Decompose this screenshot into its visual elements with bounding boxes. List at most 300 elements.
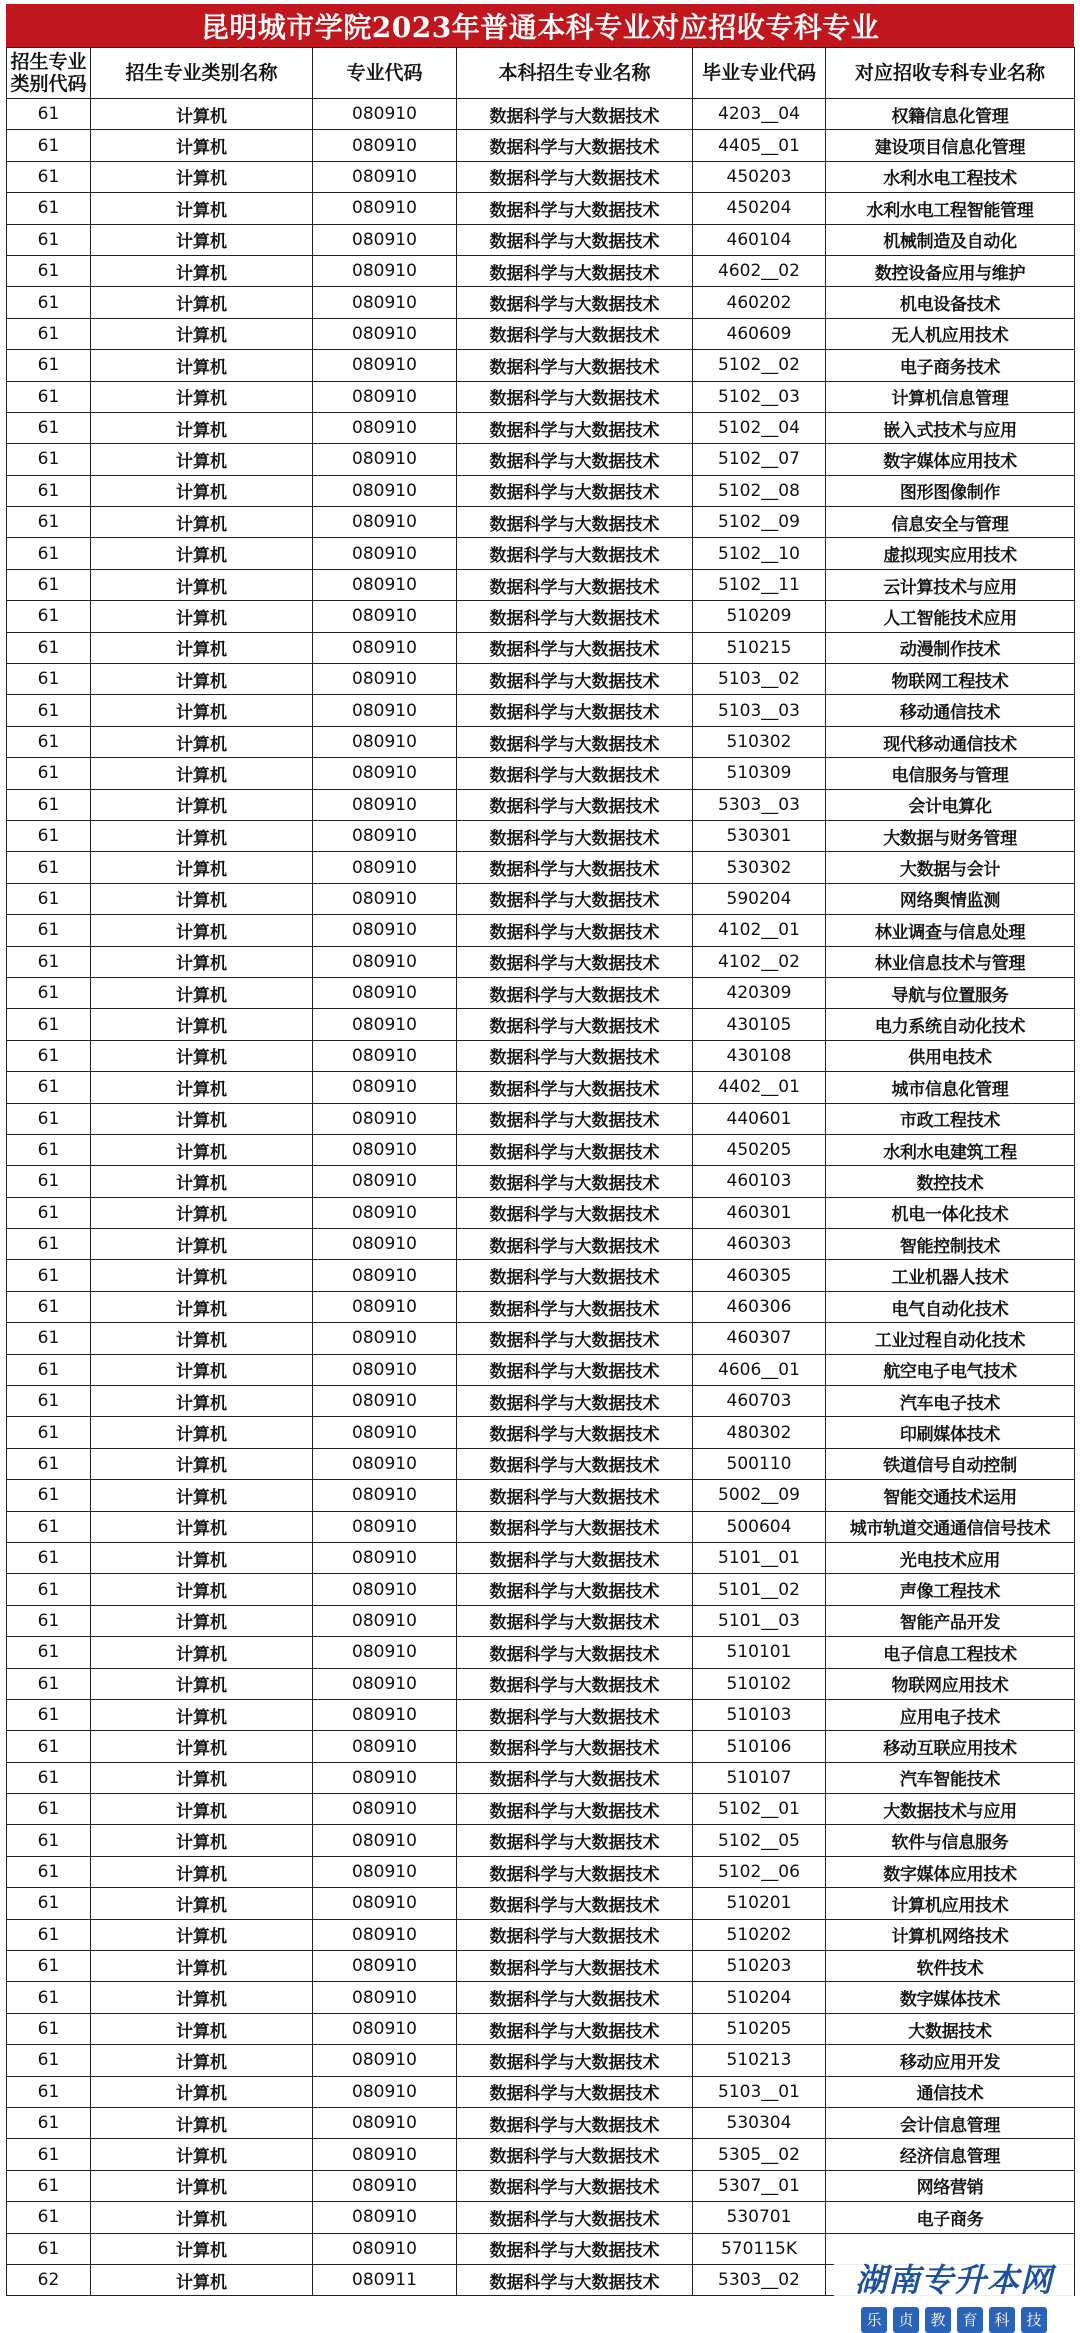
cell-category-code: 61 — [7, 2202, 91, 2233]
table-row — [7, 1888, 1075, 1919]
cell-grad-code: 460306 — [693, 1291, 826, 1322]
cell-major-name: 数据科学与大数据技术 — [457, 2233, 693, 2264]
cell-category-name: 计算机 — [91, 2045, 313, 2076]
cell-grad-code: 5102__11 — [693, 569, 826, 600]
cell-category-name: 计算机 — [91, 1134, 313, 1165]
cell-grad-code: 5103__03 — [693, 695, 826, 726]
cell-category-code: 61 — [7, 1103, 91, 1134]
cell-grad-code: 4102__01 — [693, 915, 826, 946]
table-row — [7, 1040, 1075, 1071]
cell-major-name: 数据科学与大数据技术 — [457, 632, 693, 663]
cell-major-name: 数据科学与大数据技术 — [457, 1919, 693, 1950]
cell-major-name: 数据科学与大数据技术 — [457, 2264, 693, 2295]
cell-major-name: 数据科学与大数据技术 — [457, 2170, 693, 2201]
table-row — [7, 1386, 1075, 1417]
cell-grad-code: 5102__06 — [693, 1856, 826, 1887]
cell-category-code: 61 — [7, 1354, 91, 1385]
cell-category-code: 61 — [7, 507, 91, 538]
cell-college-major: 导航与位置服务 — [826, 977, 1075, 1008]
cell-college-major: 软件与信息服务 — [826, 1825, 1075, 1856]
table-row — [7, 2139, 1075, 2170]
cell-category-code: 61 — [7, 444, 91, 475]
cell-major-name: 数据科学与大数据技术 — [457, 1574, 693, 1605]
cell-category-name: 计算机 — [91, 2264, 313, 2295]
table-row — [7, 287, 1075, 318]
cell-college-major: 计算机信息管理 — [826, 381, 1075, 412]
cell-college-major: 机电设备技术 — [826, 287, 1075, 318]
cell-category-code: 61 — [7, 193, 91, 224]
cell-major-code: 080910 — [313, 1731, 457, 1762]
cell-category-name: 计算机 — [91, 1762, 313, 1793]
cell-college-major: 林业调查与信息处理 — [826, 915, 1075, 946]
cell-major-name: 数据科学与大数据技术 — [457, 820, 693, 851]
cell-major-name: 数据科学与大数据技术 — [457, 1888, 693, 1919]
cell-category-code: 61 — [7, 412, 91, 443]
cell-college-major: 大数据技术 — [826, 2013, 1075, 2044]
cell-major-name: 数据科学与大数据技术 — [457, 1982, 693, 2013]
header-college-major: 对应招收专科专业名称 — [826, 48, 1075, 99]
cell-grad-code: 5102__05 — [693, 1825, 826, 1856]
cell-grad-code: 510209 — [693, 601, 826, 632]
cell-category-name: 计算机 — [91, 538, 313, 569]
cell-category-name: 计算机 — [91, 1197, 313, 1228]
cell-grad-code: 510215 — [693, 632, 826, 663]
table-row — [7, 789, 1075, 820]
cell-category-name: 计算机 — [91, 287, 313, 318]
table-row — [7, 1794, 1075, 1825]
cell-category-code: 61 — [7, 820, 91, 851]
cell-grad-code: 510107 — [693, 1762, 826, 1793]
cell-category-code: 61 — [7, 161, 91, 192]
cell-grad-code: 460609 — [693, 318, 826, 349]
cell-major-name: 数据科学与大数据技术 — [457, 1794, 693, 1825]
cell-category-code: 61 — [7, 1323, 91, 1354]
cell-grad-code: 510302 — [693, 726, 826, 757]
table-row — [7, 977, 1075, 1008]
cell-major-code: 080910 — [313, 2076, 457, 2107]
cell-major-name: 数据科学与大数据技术 — [457, 1040, 693, 1071]
cell-major-code: 080910 — [313, 1009, 457, 1040]
watermark-char: 科 — [989, 2307, 1015, 2333]
cell-college-major: 航空电子电气技术 — [826, 1354, 1075, 1385]
cell-major-code: 080910 — [313, 1229, 457, 1260]
cell-grad-code: 5101__02 — [693, 1574, 826, 1605]
cell-major-name: 数据科学与大数据技术 — [457, 601, 693, 632]
cell-major-code: 080910 — [313, 1794, 457, 1825]
cell-major-code: 080910 — [313, 99, 457, 130]
cell-category-code: 61 — [7, 2076, 91, 2107]
cell-college-major: 嵌入式技术与应用 — [826, 412, 1075, 443]
cell-major-name: 数据科学与大数据技术 — [457, 1448, 693, 1479]
cell-major-name: 数据科学与大数据技术 — [457, 538, 693, 569]
cell-major-name: 数据科学与大数据技术 — [457, 444, 693, 475]
cell-college-major: 应用电子技术 — [826, 1699, 1075, 1730]
table-body — [7, 99, 1075, 2296]
cell-category-name: 计算机 — [91, 1919, 313, 1950]
cell-grad-code: 510213 — [693, 2045, 826, 2076]
cell-major-name: 数据科学与大数据技术 — [457, 1731, 693, 1762]
cell-category-code: 61 — [7, 695, 91, 726]
cell-major-code: 080910 — [313, 1919, 457, 1950]
cell-grad-code: 510309 — [693, 758, 826, 789]
cell-major-code: 080910 — [313, 2013, 457, 2044]
cell-category-code: 61 — [7, 1072, 91, 1103]
cell-grad-code: 530701 — [693, 2202, 826, 2233]
cell-category-name: 计算机 — [91, 2108, 313, 2139]
cell-category-code: 61 — [7, 2013, 91, 2044]
cell-major-name: 数据科学与大数据技术 — [457, 726, 693, 757]
cell-major-code: 080910 — [313, 475, 457, 506]
table-row — [7, 1605, 1075, 1636]
table-row — [7, 758, 1075, 789]
cell-major-code: 080910 — [313, 538, 457, 569]
cell-category-code: 61 — [7, 1919, 91, 1950]
cell-category-name: 计算机 — [91, 946, 313, 977]
cell-major-name: 数据科学与大数据技术 — [457, 2045, 693, 2076]
cell-major-name: 数据科学与大数据技术 — [457, 1637, 693, 1668]
cell-major-code: 080910 — [313, 1605, 457, 1636]
table-row — [7, 475, 1075, 506]
cell-college-major: 会计电算化 — [826, 789, 1075, 820]
cell-major-code: 080910 — [313, 412, 457, 443]
cell-grad-code: 430105 — [693, 1009, 826, 1040]
cell-college-major: 水利水电工程技术 — [826, 161, 1075, 192]
cell-major-name: 数据科学与大数据技术 — [457, 1354, 693, 1385]
table-row — [7, 1009, 1075, 1040]
table-row — [7, 1511, 1075, 1542]
cell-major-code: 080910 — [313, 1982, 457, 2013]
table-row — [7, 946, 1075, 977]
cell-college-major: 物联网应用技术 — [826, 1668, 1075, 1699]
cell-major-code: 080910 — [313, 601, 457, 632]
cell-grad-code: 5305__02 — [693, 2139, 826, 2170]
cell-major-name: 数据科学与大数据技术 — [457, 1762, 693, 1793]
cell-major-code: 080910 — [313, 1668, 457, 1699]
cell-category-code: 61 — [7, 883, 91, 914]
cell-major-code: 080910 — [313, 1260, 457, 1291]
cell-college-major: 经济信息管理 — [826, 2139, 1075, 2170]
cell-college-major: 数字媒体技术 — [826, 1982, 1075, 2013]
cell-category-name: 计算机 — [91, 915, 313, 946]
cell-category-code: 61 — [7, 1260, 91, 1291]
cell-major-code: 080910 — [313, 2233, 457, 2264]
cell-category-name: 计算机 — [91, 1542, 313, 1573]
header-major-name: 本科招生专业名称 — [457, 48, 693, 99]
cell-major-code: 080910 — [313, 1888, 457, 1919]
table-row — [7, 1354, 1075, 1385]
cell-category-name: 计算机 — [91, 1009, 313, 1040]
cell-major-code: 080910 — [313, 977, 457, 1008]
cell-category-code: 61 — [7, 224, 91, 255]
cell-major-code: 080910 — [313, 726, 457, 757]
cell-major-name: 数据科学与大数据技术 — [457, 1197, 693, 1228]
cell-category-name: 计算机 — [91, 1637, 313, 1668]
cell-grad-code: 460305 — [693, 1260, 826, 1291]
cell-major-code: 080910 — [313, 1951, 457, 1982]
cell-category-name: 计算机 — [91, 1166, 313, 1197]
cell-major-code: 080910 — [313, 1762, 457, 1793]
cell-major-code: 080910 — [313, 1825, 457, 1856]
cell-college-major: 机械制造及自动化 — [826, 224, 1075, 255]
table-row — [7, 883, 1075, 914]
cell-category-code: 61 — [7, 1291, 91, 1322]
table-row — [7, 255, 1075, 286]
cell-category-name: 计算机 — [91, 1731, 313, 1762]
cell-category-name: 计算机 — [91, 977, 313, 1008]
cell-category-name: 计算机 — [91, 1574, 313, 1605]
cell-grad-code: 530304 — [693, 2108, 826, 2139]
table-row — [7, 130, 1075, 161]
cell-grad-code: 4102__02 — [693, 946, 826, 977]
cell-major-code: 080910 — [313, 350, 457, 381]
table-row — [7, 2170, 1075, 2201]
cell-college-major: 水利水电工程智能管理 — [826, 193, 1075, 224]
cell-grad-code: 4402__01 — [693, 1072, 826, 1103]
cell-college-major: 水利水电建筑工程 — [826, 1134, 1075, 1165]
cell-category-code: 61 — [7, 2139, 91, 2170]
cell-grad-code: 570115K — [693, 2233, 826, 2264]
cell-category-name: 计算机 — [91, 1040, 313, 1071]
cell-grad-code: 5103__01 — [693, 2076, 826, 2107]
cell-college-major: 信息安全与管理 — [826, 507, 1075, 538]
cell-major-code: 080910 — [313, 2170, 457, 2201]
cell-major-code: 080910 — [313, 255, 457, 286]
table-row — [7, 1731, 1075, 1762]
cell-category-name: 计算机 — [91, 664, 313, 695]
header-category-name: 招生专业类别名称 — [91, 48, 313, 99]
cell-college-major: 计算机网络技术 — [826, 1919, 1075, 1950]
table-row — [7, 1825, 1075, 1856]
cell-category-name: 计算机 — [91, 820, 313, 851]
cell-major-name: 数据科学与大数据技术 — [457, 2108, 693, 2139]
cell-major-name: 数据科学与大数据技术 — [457, 1542, 693, 1573]
cell-grad-code: 5101__01 — [693, 1542, 826, 1573]
cell-college-major: 声像工程技术 — [826, 1574, 1075, 1605]
cell-grad-code: 480302 — [693, 1417, 826, 1448]
table-row — [7, 695, 1075, 726]
cell-major-name: 数据科学与大数据技术 — [457, 1134, 693, 1165]
cell-major-code: 080910 — [313, 1417, 457, 1448]
cell-major-name: 数据科学与大数据技术 — [457, 161, 693, 192]
cell-major-code: 080910 — [313, 820, 457, 851]
cell-category-code: 61 — [7, 255, 91, 286]
cell-category-name: 计算机 — [91, 193, 313, 224]
cell-major-code: 080910 — [313, 1323, 457, 1354]
cell-major-name: 数据科学与大数据技术 — [457, 350, 693, 381]
cell-grad-code: 5102__02 — [693, 350, 826, 381]
cell-major-name: 数据科学与大数据技术 — [457, 1386, 693, 1417]
cell-grad-code: 460103 — [693, 1166, 826, 1197]
cell-major-name: 数据科学与大数据技术 — [457, 2076, 693, 2107]
cell-major-name: 数据科学与大数据技术 — [457, 2013, 693, 2044]
cell-grad-code: 510205 — [693, 2013, 826, 2044]
cell-category-code: 61 — [7, 1040, 91, 1071]
table-row — [7, 1103, 1075, 1134]
cell-category-name: 计算机 — [91, 1323, 313, 1354]
cell-college-major: 云计算技术与应用 — [826, 569, 1075, 600]
cell-major-name: 数据科学与大数据技术 — [457, 99, 693, 130]
cell-major-name: 数据科学与大数据技术 — [457, 569, 693, 600]
table-header — [7, 48, 1075, 99]
table-row — [7, 569, 1075, 600]
watermark-brand: 湖南专升本网 — [854, 2261, 1053, 2299]
cell-category-code: 61 — [7, 1134, 91, 1165]
cell-major-name: 数据科学与大数据技术 — [457, 1825, 693, 1856]
cell-grad-code: 460301 — [693, 1197, 826, 1228]
cell-major-code: 080910 — [313, 1072, 457, 1103]
cell-category-code: 61 — [7, 350, 91, 381]
cell-category-code: 61 — [7, 1982, 91, 2013]
cell-category-code: 61 — [7, 977, 91, 1008]
cell-college-major: 电气自动化技术 — [826, 1291, 1075, 1322]
cell-college-major: 无人机应用技术 — [826, 318, 1075, 349]
cell-category-name: 计算机 — [91, 883, 313, 914]
cell-category-name: 计算机 — [91, 412, 313, 443]
cell-college-major: 印刷媒体技术 — [826, 1417, 1075, 1448]
cell-major-name: 数据科学与大数据技术 — [457, 758, 693, 789]
table-row — [7, 1291, 1075, 1322]
watermark-char: 技 — [1021, 2307, 1047, 2333]
cell-college-major: 移动通信技术 — [826, 695, 1075, 726]
table-row — [7, 1448, 1075, 1479]
table-row — [7, 193, 1075, 224]
cell-category-code: 61 — [7, 601, 91, 632]
cell-college-major: 汽车电子技术 — [826, 1386, 1075, 1417]
cell-major-name: 数据科学与大数据技术 — [457, 695, 693, 726]
cell-major-code: 080910 — [313, 2202, 457, 2233]
cell-major-code: 080910 — [313, 1511, 457, 1542]
cell-major-name: 数据科学与大数据技术 — [457, 1417, 693, 1448]
watermark-char: 教 — [925, 2307, 951, 2333]
table-row — [7, 1417, 1075, 1448]
cell-major-name: 数据科学与大数据技术 — [457, 287, 693, 318]
cell-category-name: 计算机 — [91, 99, 313, 130]
cell-category-code: 61 — [7, 1762, 91, 1793]
cell-category-name: 计算机 — [91, 1480, 313, 1511]
cell-major-name: 数据科学与大数据技术 — [457, 852, 693, 883]
cell-category-name: 计算机 — [91, 1856, 313, 1887]
page-title: 昆明城市学院2023年普通本科专业对应招收专科专业 — [6, 4, 1074, 47]
cell-major-code: 080910 — [313, 1040, 457, 1071]
cell-grad-code: 510101 — [693, 1637, 826, 1668]
cell-college-major: 移动互联应用技术 — [826, 1731, 1075, 1762]
cell-college-major: 大数据与财务管理 — [826, 820, 1075, 851]
cell-college-major: 工业过程自动化技术 — [826, 1323, 1075, 1354]
table-row — [7, 1919, 1075, 1950]
table-row — [7, 507, 1075, 538]
cell-category-name: 计算机 — [91, 1794, 313, 1825]
cell-major-name: 数据科学与大数据技术 — [457, 1668, 693, 1699]
cell-category-code: 61 — [7, 569, 91, 600]
cell-major-name: 数据科学与大数据技术 — [457, 475, 693, 506]
table-row — [7, 1574, 1075, 1605]
cell-major-name: 数据科学与大数据技术 — [457, 977, 693, 1008]
cell-category-name: 计算机 — [91, 1511, 313, 1542]
cell-major-name: 数据科学与大数据技术 — [457, 1951, 693, 1982]
cell-category-code: 61 — [7, 2233, 91, 2264]
table-row — [7, 915, 1075, 946]
cell-major-code: 080910 — [313, 789, 457, 820]
table-row — [7, 2045, 1075, 2076]
table-row — [7, 1480, 1075, 1511]
cell-category-code: 61 — [7, 946, 91, 977]
table-row — [7, 820, 1075, 851]
cell-grad-code: 5102__08 — [693, 475, 826, 506]
table-row — [7, 664, 1075, 695]
cell-major-name: 数据科学与大数据技术 — [457, 507, 693, 538]
cell-category-code: 61 — [7, 1386, 91, 1417]
cell-grad-code: 4606__01 — [693, 1354, 826, 1385]
cell-grad-code: 460303 — [693, 1229, 826, 1260]
table-row — [7, 1762, 1075, 1793]
table-row — [7, 1072, 1075, 1103]
table-row — [7, 1668, 1075, 1699]
cell-grad-code: 460202 — [693, 287, 826, 318]
cell-grad-code: 510201 — [693, 1888, 826, 1919]
cell-college-major: 物联网工程技术 — [826, 664, 1075, 695]
cell-major-code: 080910 — [313, 2045, 457, 2076]
cell-college-major: 电力系统自动化技术 — [826, 1009, 1075, 1040]
cell-college-major: 工业机器人技术 — [826, 1260, 1075, 1291]
cell-college-major: 现代移动通信技术 — [826, 726, 1075, 757]
cell-category-name: 计算机 — [91, 1072, 313, 1103]
cell-major-name: 数据科学与大数据技术 — [457, 318, 693, 349]
cell-major-code: 080910 — [313, 1448, 457, 1479]
cell-category-code: 61 — [7, 1009, 91, 1040]
cell-major-name: 数据科学与大数据技术 — [457, 1699, 693, 1730]
cell-grad-code: 440601 — [693, 1103, 826, 1134]
cell-college-major: 大数据与会计 — [826, 852, 1075, 883]
cell-category-code: 61 — [7, 852, 91, 883]
cell-grad-code: 530301 — [693, 820, 826, 851]
cell-college-major: 数控设备应用与维护 — [826, 255, 1075, 286]
cell-major-name: 数据科学与大数据技术 — [457, 193, 693, 224]
cell-college-major: 供用电技术 — [826, 1040, 1075, 1071]
cell-grad-code: 420309 — [693, 977, 826, 1008]
cell-category-name: 计算机 — [91, 2139, 313, 2170]
cell-category-name: 计算机 — [91, 2170, 313, 2201]
cell-major-name: 数据科学与大数据技术 — [457, 255, 693, 286]
cell-category-name: 计算机 — [91, 1982, 313, 2013]
cell-category-code: 61 — [7, 475, 91, 506]
table-row — [7, 1134, 1075, 1165]
cell-college-major: 人工智能技术应用 — [826, 601, 1075, 632]
cell-grad-code: 450203 — [693, 161, 826, 192]
cell-college-major: 智能产品开发 — [826, 1605, 1075, 1636]
cell-major-name: 数据科学与大数据技术 — [457, 224, 693, 255]
cell-college-major: 市政工程技术 — [826, 1103, 1075, 1134]
cell-college-major: 汽车智能技术 — [826, 1762, 1075, 1793]
cell-college-major: 网络营销 — [826, 2170, 1075, 2201]
cell-category-name: 计算机 — [91, 507, 313, 538]
cell-major-name: 数据科学与大数据技术 — [457, 789, 693, 820]
cell-category-code: 61 — [7, 1699, 91, 1730]
cell-category-name: 计算机 — [91, 601, 313, 632]
cell-major-name: 数据科学与大数据技术 — [457, 1229, 693, 1260]
cell-category-name: 计算机 — [91, 255, 313, 286]
cell-category-code: 61 — [7, 130, 91, 161]
cell-category-name: 计算机 — [91, 2233, 313, 2264]
cell-college-major: 铁道信号自动控制 — [826, 1448, 1075, 1479]
cell-category-name: 计算机 — [91, 475, 313, 506]
cell-category-name: 计算机 — [91, 1417, 313, 1448]
cell-major-code: 080910 — [313, 883, 457, 914]
cell-major-code: 080910 — [313, 1291, 457, 1322]
cell-college-major: 软件技术 — [826, 1951, 1075, 1982]
cell-category-code: 61 — [7, 915, 91, 946]
watermark-sub — [834, 2307, 1074, 2333]
cell-category-name: 计算机 — [91, 569, 313, 600]
